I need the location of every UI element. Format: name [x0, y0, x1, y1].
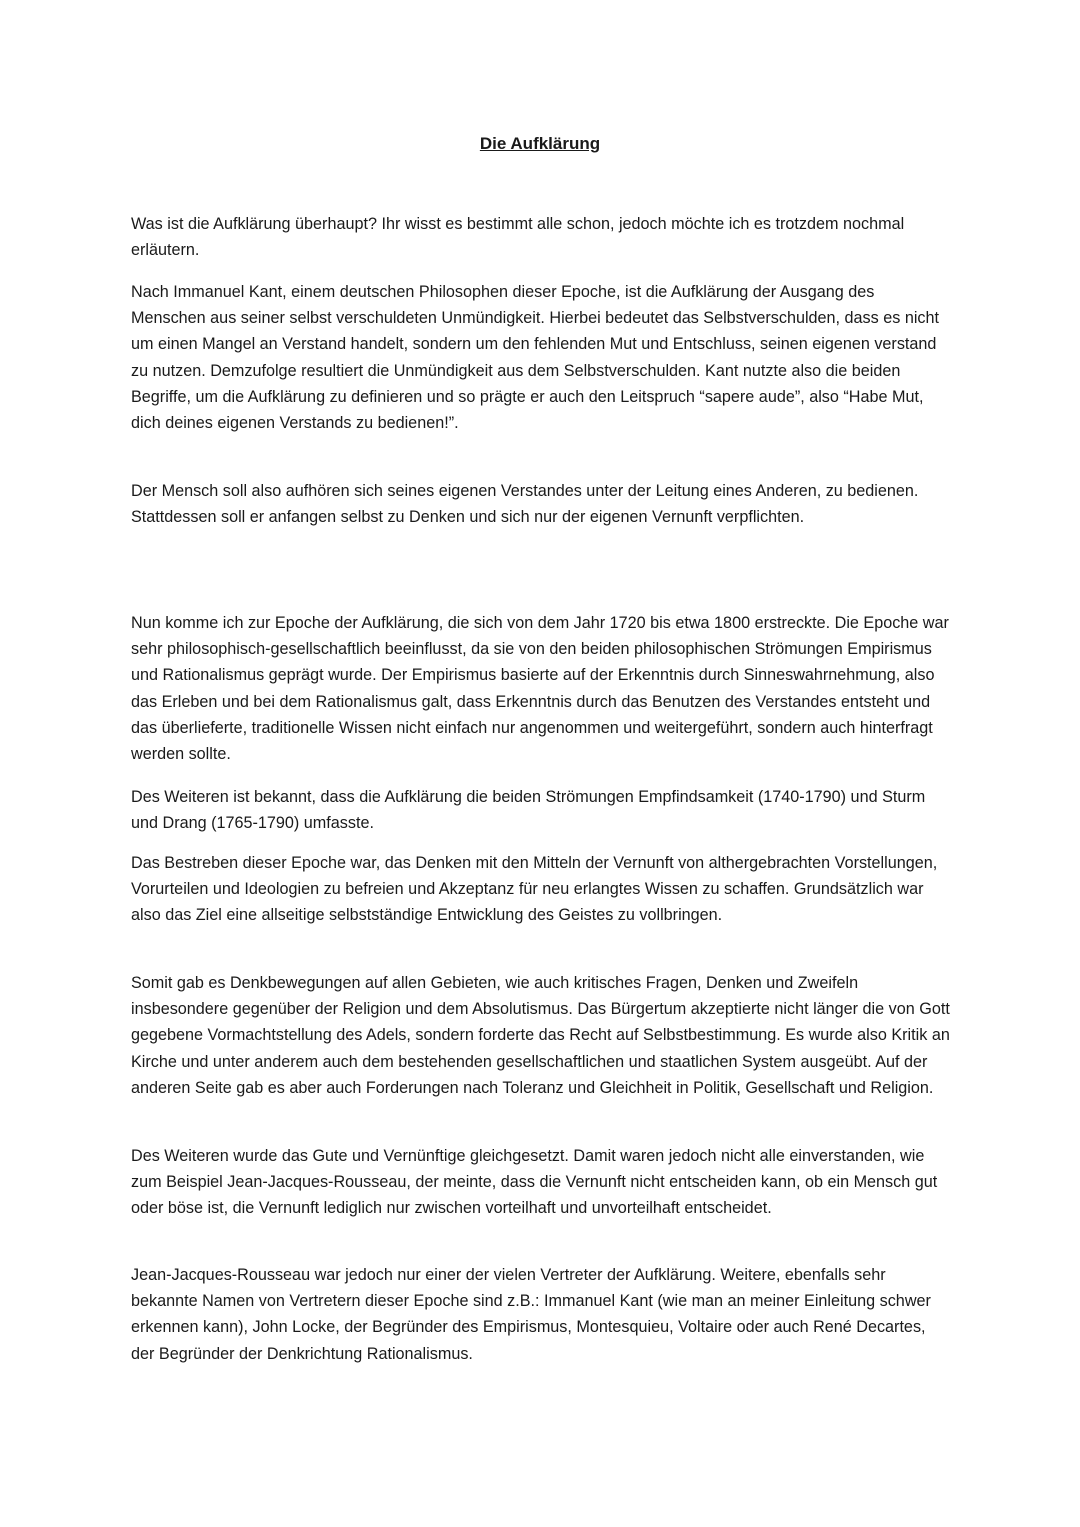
paragraph-criticism: Somit gab es Denkbewegungen auf allen Gebieten, wie auch kritisches Fragen, Denken und Zweifeln insbesondere gegenüber der Religion und dem Absolutismus. Das Bürgertum akzeptierte nicht länger die von Gott gegebene Vormachtstellung des Adels, sondern forderte das Recht auf Selbstbestimmung. Es wurde also Kritik an Kirche und unter anderem auch dem bestehenden gesellschaftlichen und staatlichen System ausgeübt. Auf der anderen Seite gab es aber auch Forderungen nach Toleranz und Gleichheit in Politik, Gesellschaft und Religion.: [131, 974, 950, 1097]
paragraph-epoch: Nun komme ich zur Epoche der Aufklärung, die sich von dem Jahr 1720 bis etwa 1800 erstreckte. Die Epoche war sehr philosophisch-gesellschaftlich beeinflusst, da sie von den beiden philosophischen Strömungen Empirismus und Rationalismus geprägt wurde. Der Empirismus basierte auf der Erkenntnis durch Sinneswahrnehmung, also das Erleben und bei dem Rationalismus galt, dass Erkenntnis durch das Benutzen des Verstandes entsteht und das überlieferte, traditionelle Wissen nicht einfach nur angenommen und weitergeführt, sondern auch hinterfragt werden sollte.: [131, 614, 949, 764]
paragraph-aims: Das Bestreben dieser Epoche war, das Denken mit den Mitteln der Vernunft von althergebrachten Vorstellungen, Vorurteilen und Ideologien zu befreien und Akzeptanz für neu erlangtes Wissen zu schaffen. Grundsätzlich war also das Ziel eine allseitige selbstständige Entwicklung des Geistes zu vollbringen.: [131, 854, 938, 925]
paragraph-currents: Des Weiteren ist bekannt, dass die Aufklärung die beiden Strömungen Empfindsamkeit (1740-1790) und Sturm und Drang (1765-1790) umfasste.: [131, 788, 926, 833]
page-title: Die Aufklärung: [479, 134, 601, 153]
paragraph-own-reason: Der Mensch soll also aufhören sich seines eigenen Verstandes unter der Leitung eines Anderen, zu bedienen. Stattdessen soll er anfangen selbst zu Denken und sich nur der eigenen Vernunft verpflichten.: [131, 482, 919, 527]
paragraph-kant-definition: Nach Immanuel Kant, einem deutschen Philosophen dieser Epoche, ist die Aufklärung der Ausgang des Menschen aus seiner selbst verschuldeten Unmündigkeit. Hierbei bedeutet das Selbstverschulden, dass es nicht um einen Mangel an Verstand handelt, sondern um den fehlenden Mut und Entschluss, seinen eigenen verstand zu nutzen. Demzufolge resultiert die Unmündigkeit aus dem Selbstverschulden. Kant nutzte also die beiden Begriffe, um die Aufklärung zu definieren und so prägte er auch den Leitspruch “sapere aude”, also “Habe Mut, dich deines eigenen Verstands zu bedienen!”.: [131, 283, 940, 433]
paragraph-representatives: Jean-Jacques-Rousseau war jedoch nur einer der vielen Vertreter der Aufklärung. Weitere, ebenfalls sehr bekannte Namen von Vertretern dieser Epoche sind z.B.: Immanuel Kant (wie man an meiner Einleitung schwer erkennen kann), John Locke, der Begründer des Empirismus, Montesquieu, Voltaire oder auch René Decartes, der Begründer der Denkrichtung Rationalismus.: [131, 1266, 931, 1363]
paragraph-intro: Was ist die Aufklärung überhaupt? Ihr wisst es bestimmt alle schon, jedoch möchte ich es trotzdem nochmal erläutern.: [131, 215, 905, 260]
paragraph-reason-and-good: Des Weiteren wurde das Gute und Vernünftige gleichgesetzt. Damit waren jedoch nicht alle einverstanden, wie zum Beispiel Jean-Jacques-Rousseau, der meinte, dass die Vernunft nicht entscheiden kann, ob ein Mensch gut oder böse ist, die Vernunft lediglich nur zwischen vorteilhaft und unvorteilhaft entscheidet.: [131, 1147, 938, 1218]
